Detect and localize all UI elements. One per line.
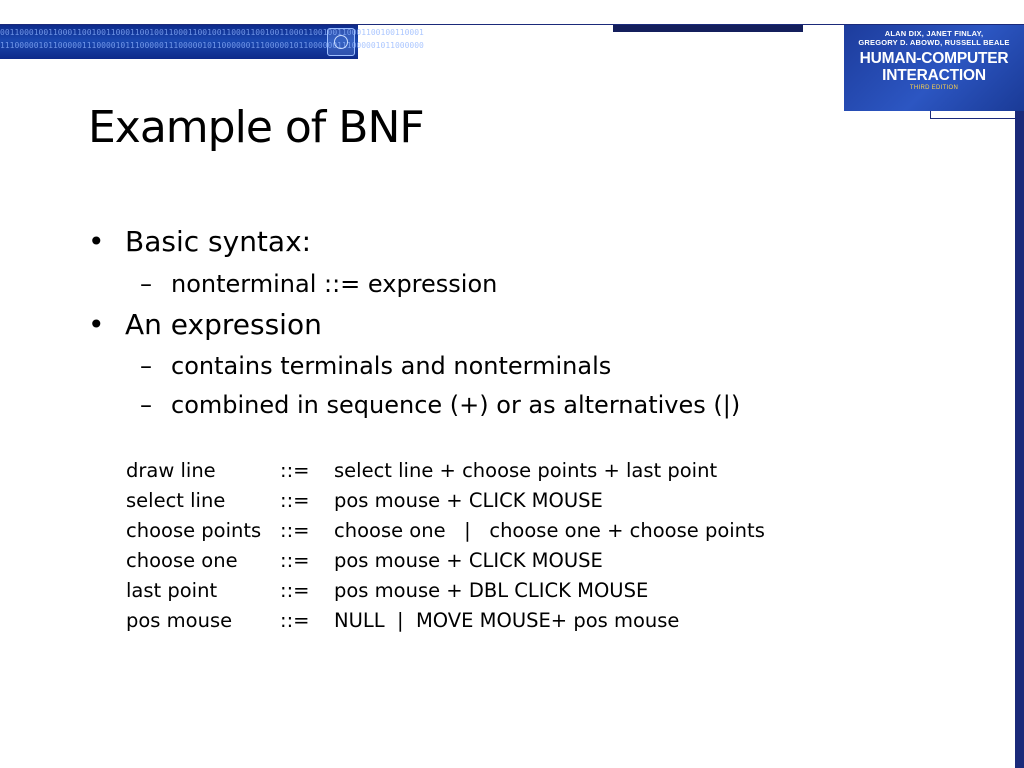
grammar-rule [126, 575, 765, 605]
rule-lhs: choose one [126, 548, 238, 572]
sub-bullet-text: contains terminals and nonterminals [171, 352, 612, 380]
rule-lhs: pos mouse [126, 608, 233, 632]
rule-operator: ::= [280, 548, 310, 572]
grammar-rule [126, 455, 765, 485]
cover-title-line: INTERACTION [882, 67, 986, 84]
rule-lhs: select line [126, 488, 226, 512]
bullet-marker: • [88, 308, 105, 341]
rule-operator: ::= [280, 488, 310, 512]
rule-rhs: pos mouse + CLICK MOUSE [334, 488, 603, 512]
bullet-text: Basic syntax: [125, 225, 312, 258]
sub-bullet-marker: – [140, 352, 152, 380]
rule-rhs: pos mouse + DBL CLICK MOUSE [334, 578, 649, 602]
slide-title: Example of BNF [88, 102, 424, 153]
rule-rhs: pos mouse + CLICK MOUSE [334, 548, 603, 572]
cover-edition: THIRD EDITION [909, 85, 959, 91]
rule-rhs: NULL | MOVE MOUSE+ pos mouse [334, 608, 680, 632]
cover-authors-line: GREGORY D. ABOWD, RUSSELL BEALE [858, 38, 1010, 47]
rule-operator: ::= [280, 518, 310, 542]
sub-bullet-item [140, 270, 497, 298]
rule-lhs: draw line [126, 458, 216, 482]
bnf-grammar [126, 455, 765, 635]
sub-bullet-item [140, 391, 740, 419]
header-accent-bar [613, 25, 803, 32]
rule-rhs: select line + choose points + last point [334, 458, 718, 482]
sub-bullet-text: nonterminal ::= expression [171, 270, 498, 298]
sub-bullet-item [140, 352, 611, 380]
cover-frame-line [930, 118, 1024, 119]
rule-operator: ::= [280, 578, 310, 602]
bullet-marker: • [88, 225, 105, 258]
cover-title-line: HUMAN-COMPUTER [859, 50, 1009, 67]
sub-bullet-text: combined in sequence (+) or as alternatives (|) [171, 391, 741, 419]
bullet-item [88, 308, 322, 341]
binary-banner [0, 25, 424, 59]
book-cover-logo [844, 25, 1024, 111]
sub-bullet-marker: – [140, 391, 152, 419]
grammar-rule [126, 515, 765, 545]
globe-icon [327, 28, 355, 56]
rule-operator: ::= [280, 458, 310, 482]
grammar-rule [126, 605, 765, 635]
right-edge-bar [1015, 111, 1024, 768]
sub-bullet-marker: – [140, 270, 152, 298]
bullet-text: An expression [125, 308, 322, 341]
bullet-item [88, 225, 311, 258]
binary-text-row: 1110000010110000011100001011100000111000001011000000111000001011000000111000001011000000 [0, 41, 424, 50]
rule-rhs: choose one | choose one + choose points [334, 518, 765, 542]
rule-operator: ::= [280, 608, 310, 632]
binary-text-row: 0011000100110001100100110001100100110001100100110001100100110001100100110001100100110001 [0, 28, 424, 37]
grammar-rule [126, 545, 765, 575]
rule-lhs: choose points [126, 518, 262, 542]
cover-authors-line: ALAN DIX, JANET FINLAY, [884, 29, 984, 38]
grammar-rule [126, 485, 765, 515]
rule-lhs: last point [126, 578, 218, 602]
